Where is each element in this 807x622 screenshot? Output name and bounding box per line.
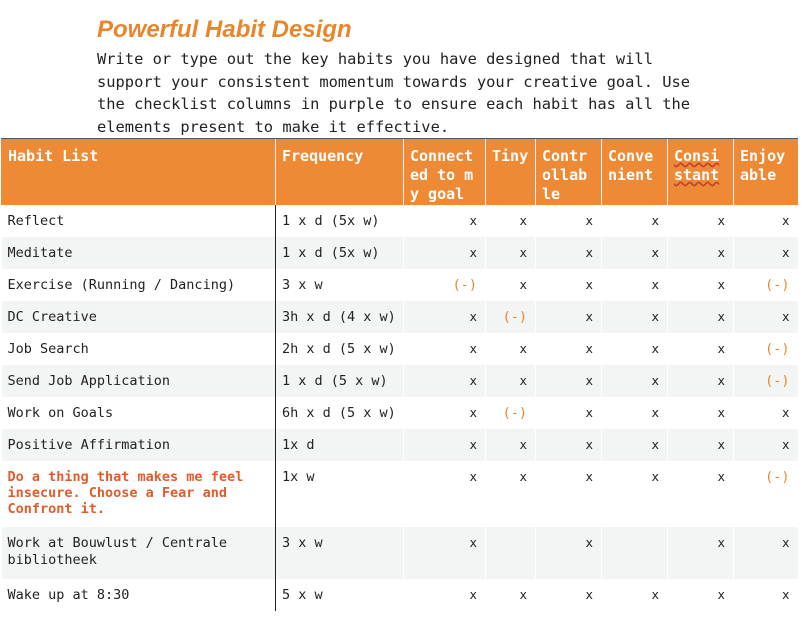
connected-check-cell: x bbox=[404, 429, 486, 461]
habit-cell: Job Search bbox=[7, 340, 89, 357]
consistant-check-cell: x bbox=[668, 269, 734, 301]
col-header-frequency: Frequency bbox=[276, 139, 404, 205]
enjoyable-check-cell: x bbox=[734, 237, 798, 269]
col-header-convenient: Convenient bbox=[602, 139, 668, 205]
tiny-check-cell: x bbox=[486, 269, 536, 301]
controllable-check-cell: x bbox=[536, 365, 602, 397]
enjoyable-check-cell: x bbox=[734, 301, 798, 333]
connected-check-cell: x bbox=[404, 527, 486, 579]
connected-check-cell: x bbox=[404, 205, 486, 237]
consistant-check-cell: x bbox=[668, 527, 734, 579]
consistant-check-cell: x bbox=[668, 237, 734, 269]
connected-check-cell: (-) bbox=[404, 269, 486, 301]
enjoyable-check-cell: x bbox=[734, 527, 798, 579]
tiny-check-cell bbox=[486, 527, 536, 579]
convenient-check-cell bbox=[602, 527, 668, 579]
col-header-controllable: Controllable bbox=[536, 139, 602, 205]
connected-check-cell: x bbox=[404, 301, 486, 333]
page-title: Powerful Habit Design bbox=[97, 16, 352, 43]
frequency-cell: 1 x d (5 x w) bbox=[276, 365, 404, 397]
habit-table-body bbox=[2, 205, 798, 611]
consistant-check-cell: x bbox=[668, 205, 734, 237]
table-row bbox=[2, 269, 798, 301]
enjoyable-check-cell: (-) bbox=[734, 461, 798, 527]
convenient-check-cell: x bbox=[602, 461, 668, 527]
enjoyable-check-cell: x bbox=[734, 397, 798, 429]
table-row bbox=[2, 429, 798, 461]
consistant-check-cell: x bbox=[668, 579, 734, 611]
frequency-cell: 2h x d (5 x w) bbox=[276, 333, 404, 365]
habit-cell: Work on Goals bbox=[7, 404, 114, 421]
col-header-connected: Connected to my goal bbox=[404, 139, 486, 205]
frequency-cell: 1x d bbox=[276, 429, 404, 461]
controllable-check-cell: x bbox=[536, 461, 602, 527]
convenient-check-cell: x bbox=[602, 333, 668, 365]
enjoyable-check-cell: x bbox=[734, 429, 798, 461]
habit-cell: Wake up at 8:30 bbox=[7, 586, 130, 603]
consistant-check-cell: x bbox=[668, 429, 734, 461]
tiny-check-cell: (-) bbox=[486, 397, 536, 429]
tiny-check-cell: x bbox=[486, 461, 536, 527]
consistant-check-cell: x bbox=[668, 333, 734, 365]
convenient-check-cell: x bbox=[602, 365, 668, 397]
connected-check-cell: x bbox=[404, 365, 486, 397]
controllable-check-cell: x bbox=[536, 527, 602, 579]
table-row bbox=[2, 397, 798, 429]
frequency-cell: 1 x d (5x w) bbox=[276, 237, 404, 269]
frequency-cell: 1x w bbox=[276, 461, 404, 527]
consistant-check-cell: x bbox=[668, 301, 734, 333]
header-row bbox=[2, 139, 798, 205]
frequency-cell: 1 x d (5x w) bbox=[276, 205, 404, 237]
habit-cell: Positive Affirmation bbox=[2, 429, 276, 461]
controllable-check-cell: x bbox=[536, 301, 602, 333]
frequency-cell: 3 x w bbox=[276, 527, 404, 579]
table-row bbox=[2, 365, 798, 397]
tiny-check-cell: x bbox=[486, 429, 536, 461]
habit-cell: Meditate bbox=[2, 237, 276, 269]
enjoyable-check-cell: (-) bbox=[734, 269, 798, 301]
convenient-check-cell: x bbox=[602, 237, 668, 269]
col-header-enjoyable: Enjoyable bbox=[734, 139, 798, 205]
convenient-check-cell: x bbox=[602, 301, 668, 333]
controllable-check-cell: x bbox=[536, 237, 602, 269]
controllable-check-cell: x bbox=[536, 429, 602, 461]
convenient-check-cell: x bbox=[602, 579, 668, 611]
table-row bbox=[2, 461, 798, 527]
habit-cell: Work at Bouwlust / Centrale bibliotheek bbox=[2, 527, 276, 579]
controllable-check-cell: x bbox=[536, 397, 602, 429]
col-header-tiny: Tiny bbox=[486, 139, 536, 205]
habit-cell: Send Job Application bbox=[2, 365, 276, 397]
table-row bbox=[2, 333, 798, 365]
tiny-check-cell: x bbox=[486, 205, 536, 237]
intro-text: Write or type out the key habits you have designed that will support your consistent momentum towards your creative goal. Use the checklist columns in purple to ensure each habit has all the elements present to make it effective. bbox=[97, 50, 691, 136]
enjoyable-check-cell: (-) bbox=[734, 365, 798, 397]
controllable-check-cell: x bbox=[536, 579, 602, 611]
col-header-habit-list: Habit List bbox=[2, 139, 276, 205]
controllable-check-cell: x bbox=[536, 269, 602, 301]
frequency-cell: 5 x w bbox=[276, 579, 404, 611]
enjoyable-check-cell: x bbox=[734, 579, 798, 611]
connected-check-cell: x bbox=[404, 579, 486, 611]
table-row bbox=[2, 205, 798, 237]
tiny-check-cell: x bbox=[486, 365, 536, 397]
habit-cell: DC Creative bbox=[2, 301, 276, 333]
table-row bbox=[2, 527, 798, 579]
habit-cell: Reflect bbox=[7, 212, 65, 229]
connected-check-cell: x bbox=[404, 397, 486, 429]
frequency-cell: 6h x d (5 x w) bbox=[276, 397, 404, 429]
table-row bbox=[2, 237, 798, 269]
tiny-check-cell: (-) bbox=[486, 301, 536, 333]
convenient-check-cell: x bbox=[602, 269, 668, 301]
frequency-cell: 3h x d (4 x w) bbox=[276, 301, 404, 333]
consistant-check-cell: x bbox=[668, 397, 734, 429]
convenient-check-cell: x bbox=[602, 397, 668, 429]
tiny-check-cell: x bbox=[486, 333, 536, 365]
frequency-cell: 3 x w bbox=[276, 269, 404, 301]
table-row bbox=[2, 301, 798, 333]
consistant-check-cell: x bbox=[668, 365, 734, 397]
habit-table bbox=[1, 138, 798, 611]
controllable-check-cell: x bbox=[536, 333, 602, 365]
habit-cell: Do a thing that makes me feel insecure. Choose a Fear and Confront it. bbox=[7, 468, 244, 517]
tiny-check-cell: x bbox=[486, 579, 536, 611]
tiny-check-cell: x bbox=[486, 237, 536, 269]
enjoyable-check-cell: x bbox=[734, 205, 798, 237]
connected-check-cell: x bbox=[404, 237, 486, 269]
col-header-consistant bbox=[668, 139, 734, 205]
table-row bbox=[2, 579, 798, 611]
habit-cell: Exercise (Running / Dancing) bbox=[7, 276, 236, 293]
convenient-check-cell: x bbox=[602, 429, 668, 461]
convenient-check-cell: x bbox=[602, 205, 668, 237]
col-header-consistant-label: Consistant bbox=[674, 147, 720, 184]
controllable-check-cell: x bbox=[536, 205, 602, 237]
consistant-check-cell: x bbox=[668, 461, 734, 527]
connected-check-cell: x bbox=[404, 461, 486, 527]
enjoyable-check-cell: (-) bbox=[734, 333, 798, 365]
connected-check-cell: x bbox=[404, 333, 486, 365]
